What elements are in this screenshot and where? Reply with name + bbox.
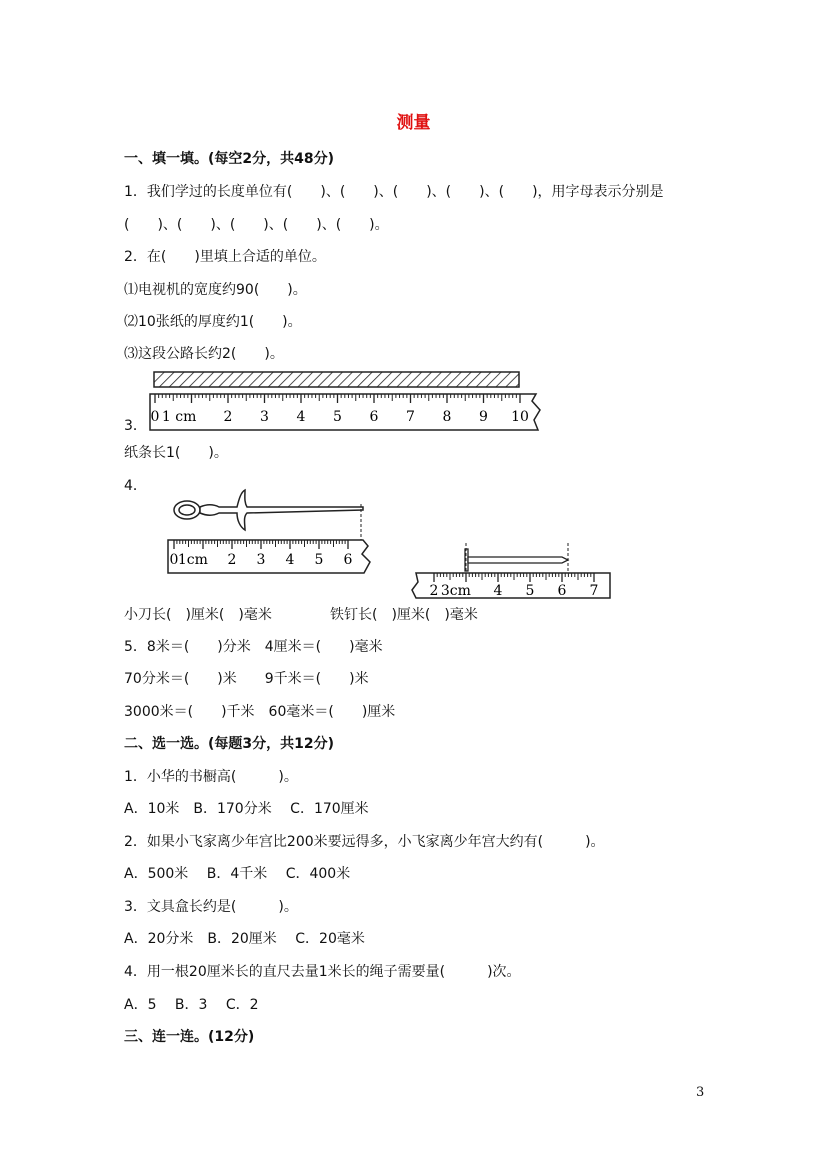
ruler-label: 2 — [429, 583, 439, 599]
choice-q2: 2．如果小飞家离少年宫比200米要远得多，小飞家离少年宫大约有( )。 — [124, 834, 605, 850]
q5-line-3: 3000米＝( )千米 60毫米＝( )厘米 — [124, 704, 396, 720]
section-2-heading: 二、选一选。(每题3分，共12分) — [124, 736, 335, 752]
q1-line-2: ( )、( )、( )、( )、( )。 — [124, 217, 389, 233]
nail-icon — [465, 549, 568, 571]
knife-ruler-figure — [165, 482, 377, 578]
page-number: 3 — [696, 1085, 705, 1100]
q4-number: 4． — [124, 478, 147, 494]
ruler-label: 2 — [223, 409, 233, 425]
ruler-label: 3cm — [440, 583, 471, 599]
q1-line-1: 1．我们学过的长度单位有( )、( )、( )、( )、( )，用字母表示分别是 — [124, 184, 664, 200]
q2-stem: 2．在( )里填上合适的单位。 — [124, 249, 326, 265]
section-3-heading: 三、连一连。(12分) — [124, 1029, 255, 1045]
ruler-label: 1 cm — [161, 409, 197, 425]
ruler-label: 4 — [493, 583, 503, 599]
choice-q1-options: A．10米 B．170分米 C．170厘米 — [124, 801, 369, 817]
ruler-label: 9 — [479, 409, 488, 425]
ruler-label: 8 — [442, 409, 452, 425]
choice-q3: 3．文具盒长约是( )。 — [124, 899, 298, 915]
knife-icon — [174, 490, 363, 530]
ruler-label: 0 — [150, 409, 160, 425]
ruler-label: 4 — [285, 552, 295, 568]
ruler-label: 2 — [227, 552, 237, 568]
ruler-label: 5 — [333, 409, 342, 425]
q4-answer-nail: 铁钉长( )厘米( )毫米 — [330, 607, 478, 623]
choice-q1: 1．小华的书橱高( )。 — [124, 769, 298, 785]
q4-answer-knife: 小刀长( )厘米( )毫米 — [124, 607, 272, 623]
ruler-label: 6 — [343, 552, 353, 568]
ruler-label: 6 — [557, 583, 567, 599]
ruler-label: 3 — [260, 409, 269, 425]
q5-line-1: 5．8米＝( )分米 4厘米＝( )毫米 — [124, 639, 383, 655]
ruler-label: 4 — [296, 409, 306, 425]
q2-item-a: ⑴电视机的宽度约90( )。 — [124, 282, 307, 298]
q3-number: 3． — [124, 418, 147, 434]
choice-q4: 4．用一根20厘米长的直尺去量1米长的绳子需要量( )次。 — [124, 964, 521, 980]
ruler-label: 5 — [314, 552, 324, 568]
ruler-label: 3 — [256, 552, 266, 568]
ruler-label: 7 — [406, 409, 415, 425]
ruler-label: 6 — [369, 409, 379, 425]
choice-q4-options: A．5 B．3 C．2 — [124, 997, 259, 1013]
choice-q2-options: A．500米 B．4千米 C．400米 — [124, 866, 351, 882]
nail-ruler-figure — [410, 540, 618, 600]
q2-item-b: ⑵10张纸的厚度约1( )。 — [124, 314, 302, 330]
section-1-heading: 一、填一填。(每空2分，共48分) — [124, 151, 335, 167]
paper-strip — [154, 372, 519, 387]
q2-item-c: ⑶这段公路长约2( )。 — [124, 346, 284, 362]
page-title: 测量 — [396, 113, 431, 133]
q3-ruler-figure — [148, 368, 544, 434]
choice-q3-options: A．20分米 B．20厘米 C．20毫米 — [124, 931, 365, 947]
q5-line-2: 70分米＝( )米 9千米＝( )米 — [124, 671, 369, 687]
ruler-label: 0 — [169, 552, 179, 568]
ruler-label: 7 — [589, 583, 599, 599]
ruler-label: 1cm — [177, 552, 208, 568]
ruler-label: 10 — [511, 409, 529, 425]
q3-answer: 纸条长1( )。 — [124, 445, 228, 461]
ruler-label: 5 — [525, 583, 535, 599]
